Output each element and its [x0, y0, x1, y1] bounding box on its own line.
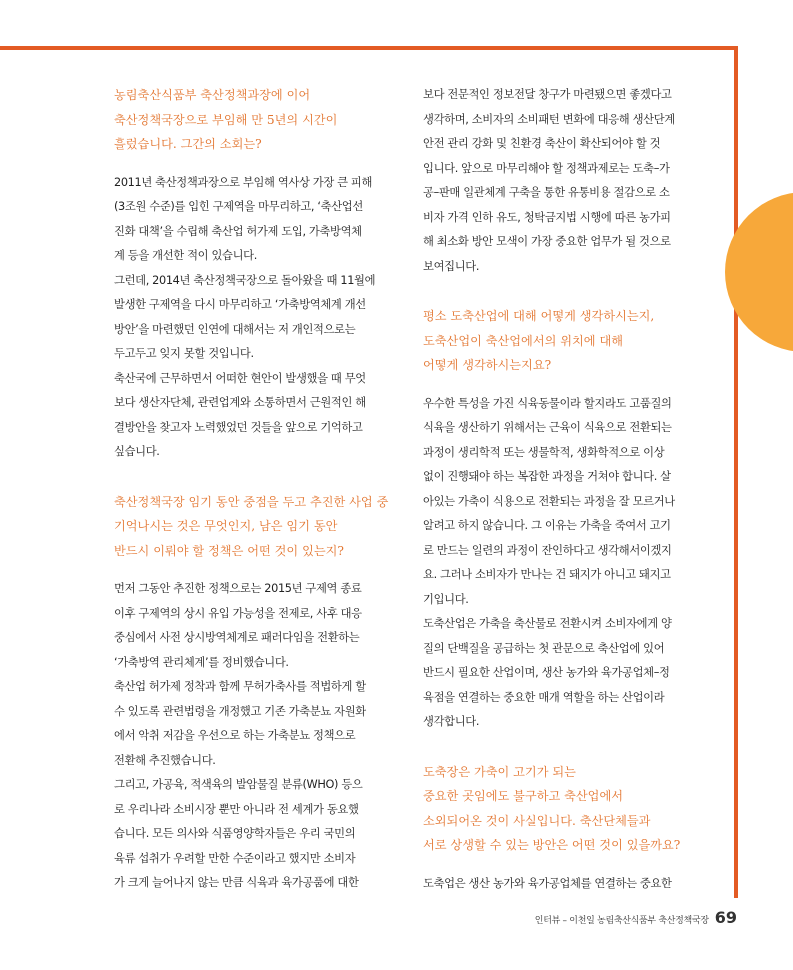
answer-line: 발생한 구제역을 다시 마무리하고 ‘가축방역체계 개선	[114, 298, 366, 311]
question-line: 평소 도축산업에 대해 어떻게 생각하시는지,	[423, 309, 655, 323]
answer-line: 축산업 허가제 정착과 함께 무허가축사를 적법하게 할	[114, 680, 366, 693]
answer-line: 진화 대책’을 수립해 축산업 허가제 도입, 가축방역체	[114, 224, 362, 238]
answer-line: 아있는 가축이 식용으로 전환되는 과정을 잘 모르거나	[423, 494, 675, 508]
answer-line: 방안’을 마련했던 인연에 대해서는 저 개인적으로는	[114, 322, 356, 336]
answer-line: 알려고 하지 않습니다. 그 이유는 가축을 죽여서 고기	[423, 519, 671, 532]
section-gap	[114, 465, 396, 490]
answer-line: ‘가축방역 관리체계’를 정비했습니다.	[114, 655, 289, 669]
answer-line: 공–판매 일관체계 구축을 통한 유통비용 절감으로 소	[423, 186, 670, 199]
answer-line: 육점을 연결하는 중요한 매개 역할을 하는 산업이라	[423, 690, 665, 704]
answer-line: 생각하며, 소비자의 소비패턴 변화에 대응해 생산단계	[423, 112, 675, 126]
answer-line: 질의 단백질을 공급하는 첫 관문으로 축산업에 있어	[423, 641, 665, 655]
answer-line: 반드시 필요한 산업이며, 생산 농가와 육가공업체–정	[423, 666, 670, 679]
frame-right-border	[734, 46, 738, 898]
question-line: 축산정책국장으로 부임해 만 5년의 시간이	[114, 112, 338, 127]
question-3	[423, 304, 705, 378]
answer-line: 중심에서 사전 상시방역체계로 패러다임을 전환하는	[114, 631, 360, 644]
answer-line: 기입니다.	[423, 592, 469, 606]
question-line: 축산정책국장 임기 동안 중점을 두고 추진한 사업 중	[114, 494, 389, 509]
question-2	[114, 490, 396, 564]
answer-line: 그리고, 가공육, 적색육의 발암물질 분류(WHO) 등으	[114, 778, 363, 791]
question-line: 도축장은 가축이 고기가 되는	[423, 764, 576, 779]
answer-line: 없이 진행돼야 하는 복잡한 과정을 거쳐야 합니다. 살	[423, 470, 671, 483]
answer-line: 육류 섭취가 우려할 만한 수준이라고 했지만 소비자	[114, 851, 356, 865]
answer-line: 계 등을 개선한 적이 있습니다.	[114, 249, 257, 262]
answer-line: 요. 그러나 소비자가 만나는 건 돼지가 아니고 돼지고	[423, 568, 671, 581]
answer-line: 도축산업은 가축을 축산물로 전환시켜 소비자에게 양	[423, 617, 672, 630]
answer-line: 싶습니다.	[114, 445, 160, 458]
question-4	[423, 760, 705, 858]
answer-4	[423, 872, 705, 897]
answer-line: 과정이 생리학적 또는 생물학적, 생화학적으로 이상	[423, 445, 665, 459]
answer-2-continued	[423, 83, 705, 279]
answer-line: 전환해 추진했습니다.	[114, 753, 216, 767]
answer-line: 생각합니다.	[423, 715, 480, 728]
answer-line: 보여집니다.	[423, 259, 480, 273]
answer-line: 해 최소화 방안 모색이 가장 중요한 업무가 될 것으로	[423, 235, 671, 248]
answer-line: 결방안을 찾고자 노력했었던 것들을 앞으로 기억하고	[114, 420, 363, 434]
answer-line: 보다 전문적인 정보전달 창구가 마련됐으면 좋겠다고	[423, 88, 672, 101]
answer-line: 2011년 축산정책과장으로 부임해 역사상 가장 큰 피해	[114, 175, 373, 189]
page-number: 69	[714, 908, 737, 927]
answer-line: 우수한 특성을 가진 식육동물이라 할지라도 고품질의	[423, 396, 672, 410]
question-line: 어떻게 생각하시는지요?	[423, 358, 552, 372]
answer-line: 보다 생산자단체, 관련업계와 소통하면서 근원적인 해	[114, 396, 366, 409]
answer-line: 이후 구제역의 상시 유입 가능성을 전제로, 사후 대응	[114, 606, 362, 620]
frame-top-border	[0, 46, 737, 50]
question-line: 소외되어온 것이 사실입니다. 축산단체들과	[423, 813, 651, 828]
answer-line: 그런데, 2014년 축산정책국장으로 돌아왔을 때 11월에	[114, 273, 376, 287]
answer-line: 도축업은 생산 농가와 육가공업체를 연결하는 중요한	[423, 876, 672, 890]
answer-line: 비자 가격 인하 유도, 청탁금지법 시행에 따른 농가피	[423, 210, 671, 224]
answer-line: 두고두고 잊지 못할 것입니다.	[114, 347, 254, 360]
answer-line: 수 있도록 관련법령을 개정했고 기존 가축분뇨 자원화	[114, 704, 366, 718]
answer-3	[423, 392, 705, 735]
footer-running-title: 인터뷰 – 이천일 농림축산식품부 축산정책국장	[534, 916, 709, 926]
answer-2	[114, 577, 396, 896]
question-line: 반드시 이뤄야 할 정책은 어떤 것이 있는지?	[114, 543, 344, 558]
answer-1	[114, 171, 396, 465]
question-line: 도축산업이 축산업에서의 위치에 대해	[423, 333, 623, 348]
answer-line: 가 크게 늘어나지 않는 만큼 식육과 육가공품에 대한	[114, 876, 359, 889]
left-column	[114, 83, 396, 896]
question-line: 중요한 곳임에도 불구하고 축산업에서	[423, 789, 623, 803]
answer-line: 식육을 생산하기 위해서는 근육이 식육으로 전환되는	[423, 421, 672, 434]
answer-line: 먼저 그동안 추진한 정책으로는 2015년 구제역 종료	[114, 582, 362, 595]
question-line: 흘렀습니다. 그간의 소회는?	[114, 137, 262, 151]
answer-line: 로 우리나라 소비시장 뿐만 아니라 전 세계가 동요했	[114, 802, 359, 816]
page-footer	[535, 908, 737, 927]
section-gap	[423, 735, 705, 760]
answer-line: 안전 관리 강화 및 친환경 축산이 확산되어야 할 것	[423, 137, 661, 150]
question-line: 서로 상생할 수 있는 방안은 어떤 것이 있을까요?	[423, 838, 681, 852]
answer-line: 로 만드는 일련의 과정이 잔인하다고 생각해서이겠지	[423, 543, 672, 557]
answer-line: (3조원 수준)를 입힌 구제역을 마무리하고, ‘축산업선	[114, 200, 363, 213]
section-gap	[423, 279, 705, 304]
question-line: 농림축산식품부 축산정책과장에 이어	[114, 88, 311, 102]
question-line: 기억나시는 것은 무엇인지, 남은 임기 동안	[114, 519, 338, 533]
answer-line: 축산국에 근무하면서 어떠한 현안이 발생했을 때 무엇	[114, 371, 366, 385]
question-1	[114, 83, 396, 157]
answer-line: 에서 악취 저감을 우선으로 하는 가축분뇨 정책으로	[114, 729, 356, 742]
answer-line: 습니다. 모든 의사와 식품영양학자들은 우리 국민의	[114, 827, 356, 840]
answer-line: 입니다. 앞으로 마무리해야 할 정책과제로는 도축–가	[423, 161, 670, 175]
right-column	[423, 83, 705, 896]
